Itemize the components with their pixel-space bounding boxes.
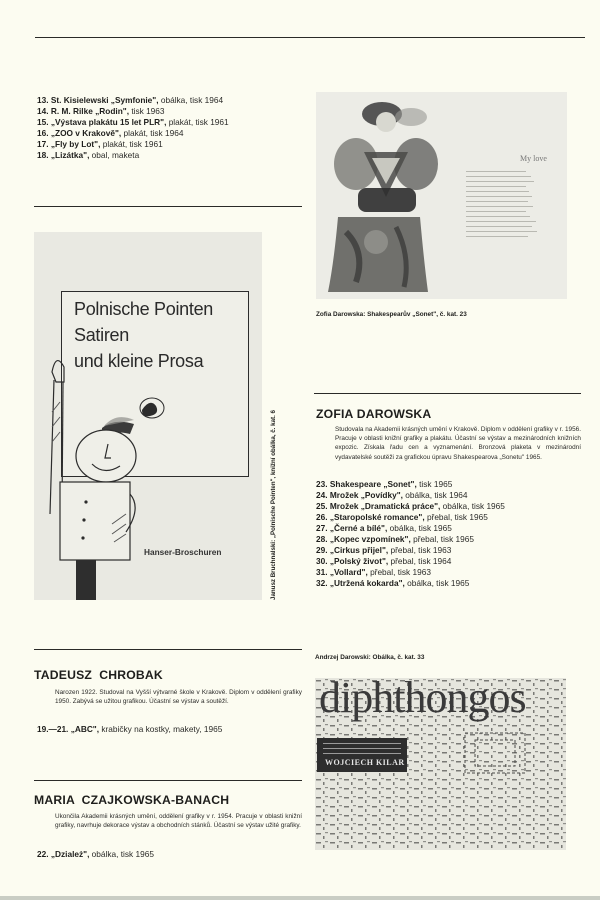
sonnet-text-line: [466, 206, 533, 207]
sonnet-text-line: [466, 211, 526, 212]
list-item: 19.—21. „ABC", krabičky na kostky, makety, 1965: [37, 724, 223, 734]
list-item: 26. „Staropolské romance", přebal, tisk 1965: [316, 512, 488, 522]
list-item: 25. Mrožek „Dramatická práce", obálka, tisk 1965: [316, 501, 505, 511]
list-item: 24. Mrožek „Povídky", obálka, tisk 1964: [316, 490, 468, 500]
artist-heading-tadeusz-chrobak: TADEUSZ CHROBAK: [34, 668, 163, 682]
label-small-text: [323, 753, 401, 754]
cover-sign-line-1: Polnische Pointen: [74, 299, 213, 319]
list-item: 28. „Kopec vzpomínek", přebal, tisk 1965: [316, 534, 474, 544]
sonnet-text-line: [466, 176, 531, 177]
list-item: 15. „Výstava plakátu 15 let PLR", plakát, tisk 1961: [37, 117, 229, 127]
pointen-caption: Janusz Bruchnalski: „Polnische Pointen", knižní obálka, č. kat. 6: [270, 410, 277, 600]
left-rule-1: [34, 206, 302, 207]
sonnet-text-line: [466, 196, 532, 197]
diphthongos-cover: [315, 678, 566, 850]
sonnet-text-line: [466, 226, 532, 227]
catalog-list-19-21: [37, 724, 222, 735]
artist-bio-maria-czajkowska-banach: Ukončila Akademii krásných umění, oddělení grafiky v r. 1954. Pracuje v oblasti knižní grafiky, navrhuje dekorace výstav a obchodních stánků. Účastní se výstav užité grafiky.: [55, 813, 302, 830]
list-item: 30. „Polský život", přebal, tisk 1964: [316, 556, 452, 566]
catalog-list-22: [37, 849, 154, 860]
sonnet-text-line: [466, 186, 526, 187]
cover-sign-line-3: und kleine Prosa: [74, 351, 204, 371]
sonnet-text-line: [466, 171, 526, 172]
list-item: 17. „Fly by Lot", plakát, tisk 1961: [37, 139, 163, 149]
sonnet-text-line: [466, 231, 537, 232]
sonnet-text-line: [466, 236, 528, 237]
left-rule-2: [34, 649, 302, 650]
cover-publisher: Hanser-Broschuren: [144, 547, 222, 557]
top-rule: [35, 37, 585, 38]
list-item: 29. „Cirkus přijel", přebal, tisk 1963: [316, 545, 452, 555]
list-item: 27. „Černé a bílé", obálka, tisk 1965: [316, 523, 452, 533]
artist-bio-zofia-darowska: Studovala na Akademii krásných umění v Krakově. Diplom v oddělení grafiky v r. 1956. Pracuje v oblasti knižní grafiky a plakátu. Účastní se výstav a mezinárodních knižních expozic. Získala řadu cen a vyznamenání. Bronzová plaketa v mezinárodní vydavatelské soutěži za grafickou úpravu Shakespearova „Sonetu" 1965.: [335, 426, 581, 461]
sonnet-text-line: [466, 191, 529, 192]
catalog-list-13-18: [37, 95, 229, 161]
artist-heading-zofia-darowska: ZOFIA DAROWSKA: [316, 407, 432, 421]
list-item: 14. R. M. Rilke „Rodin", tisk 1963: [37, 106, 165, 116]
cartoon-man-illustration: [34, 232, 262, 600]
right-rule-1: [314, 393, 581, 394]
sonnet-caption: Zofia Darowska: Shakespearův „Sonet", č. kat. 23: [316, 311, 467, 318]
label-small-text: [323, 748, 401, 749]
sonnet-text-line: [466, 216, 530, 217]
diphthongos-title: diphthongos: [319, 678, 526, 722]
left-rule-3: [34, 780, 302, 781]
page-edge: [0, 896, 600, 900]
list-item: 16. „ZOO v Krakově", plakát, tisk 1964: [37, 128, 184, 138]
artist-heading-maria-czajkowska-banach: MARIA CZAJKOWSKA-BANACH: [34, 793, 230, 807]
composer-name: WOJCIECH KILAR: [325, 758, 405, 767]
sonnet-inset-title: My love: [520, 154, 547, 163]
list-item: 23. Shakespeare „Sonet", tisk 1965: [316, 479, 453, 489]
polnische-pointen-cover: [34, 232, 262, 600]
cover-sign-line-2: Satiren: [74, 325, 129, 345]
catalog-list-23-32: [316, 479, 505, 589]
list-item: 31. „Vollard", přebal, tisk 1963: [316, 567, 431, 577]
list-item: 13. St. Kisielewski „Symfonie", obálka, tisk 1964: [37, 95, 224, 105]
label-small-text: [323, 743, 401, 744]
list-item: 32. „Utržená kokarda", obálka, tisk 1965: [316, 578, 470, 588]
sonnet-text-line: [466, 201, 528, 202]
sonnet-illustration: [316, 92, 567, 299]
sonnet-text-line: [466, 181, 534, 182]
list-item: 22. „Dziależ", obálka, tisk 1965: [37, 849, 154, 859]
diphthongos-caption: Andrzej Darowski: Obálka, č. kat. 33: [315, 654, 425, 661]
artist-bio-tadeusz-chrobak: Narozen 1922. Studoval na Vyšší výtvarné škole v Krakově. Diplom v oddělení grafiky 1950. Zabývá se užitou grafikou. Účastní se výstav a soutěží.: [55, 689, 302, 706]
list-item: 18. „Lizátka", obal, maketa: [37, 150, 140, 160]
sonnet-text-line: [466, 221, 536, 222]
